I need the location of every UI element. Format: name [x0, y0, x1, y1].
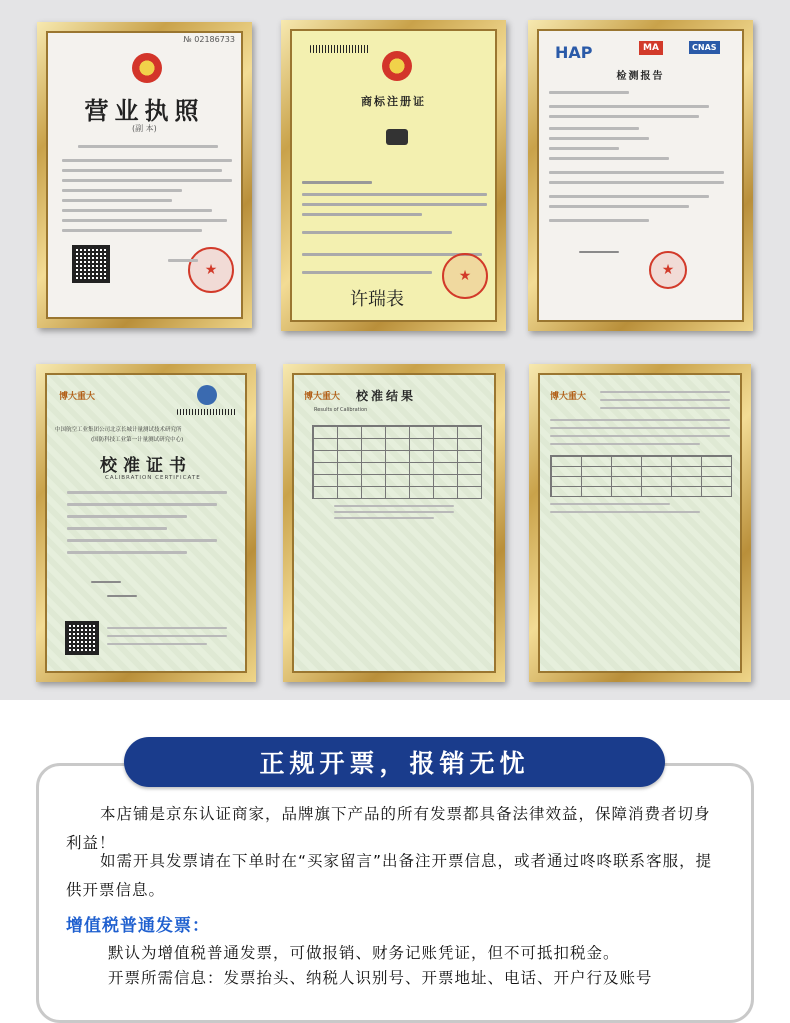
notice-paragraph-1: 本店铺是京东认证商家，品牌旗下产品的所有发票都具备法律效益，保障消费者切身利益！ [66, 805, 711, 852]
results-brand-logo: 博大重大 [304, 392, 341, 402]
page3-brand-logo: 博大重大 [550, 392, 587, 402]
calibration-title-en: CALIBRATION CERTIFICATE [105, 475, 201, 481]
calibration-results [292, 373, 496, 673]
calibration-institute-sub: (国防科技工业第一计量测试研究中心) [91, 437, 184, 443]
license-number: № 02186733 [183, 35, 235, 44]
test-report [537, 29, 744, 322]
calibration-certificate [45, 373, 247, 673]
trademark-signature: 许瑞表 [350, 289, 404, 310]
notice-paragraph-2: 如需开具发票请在下单时在“买家留言”出备注开票信息，或者通过咚咚联系客服，提供开票信息。 [66, 852, 713, 899]
trademark-certificate [290, 29, 497, 322]
cnas-icon [197, 385, 217, 405]
calibration-qr-code [65, 621, 99, 655]
license-seal: ★ [188, 247, 234, 293]
calibration-page3 [538, 373, 742, 673]
test-report-seal: ★ [649, 251, 687, 289]
vat-heading: 增值税普通发票： [66, 916, 210, 936]
license-qr-code [72, 245, 110, 283]
test-report-title: 检测报告 [616, 71, 665, 82]
calibration-title: 校准证书 [100, 456, 192, 476]
calibration-results-frame [283, 364, 505, 682]
calibration-institute: 中国航空工业集团公司北京长城计量测试技术研究所 [55, 427, 182, 433]
business-license-frame [37, 22, 252, 328]
license-title: 营业执照 [84, 96, 205, 125]
trademark-title: 商标注册证 [361, 95, 426, 108]
test-report-frame [528, 20, 753, 331]
page3-table [550, 455, 732, 497]
license-subtitle: (副 本) [132, 124, 157, 133]
trademark-seal: ★ [442, 253, 488, 299]
vat-line-2: 开票所需信息：发票抬头、纳税人识别号、开票地址、电话、开户行及账号 [108, 969, 653, 987]
business-license [46, 31, 243, 319]
results-title: 校准结果 [356, 389, 417, 403]
ma-badge: MA [639, 41, 663, 55]
calibration-page3-frame [529, 364, 751, 682]
trademark-logo-icon [386, 129, 408, 145]
vat-line-1: 默认为增值税普通发票，可做报销、财务记账凭证，但不可抵扣税金。 [108, 944, 620, 962]
national-emblem [382, 51, 412, 81]
invoice-banner [124, 737, 665, 787]
results-table [312, 425, 482, 499]
banner-title: 正规开票，报销无忧 [259, 749, 530, 778]
national-emblem [132, 53, 162, 83]
results-title-en: Results of Calibration [314, 407, 368, 413]
trademark-frame [281, 20, 506, 331]
calibration-brand-logo: 博大重大 [59, 392, 96, 402]
cnas-badge: CNAS [689, 41, 720, 54]
hap-logo: HAP [555, 43, 593, 62]
calibration-certificate-frame [36, 364, 256, 682]
